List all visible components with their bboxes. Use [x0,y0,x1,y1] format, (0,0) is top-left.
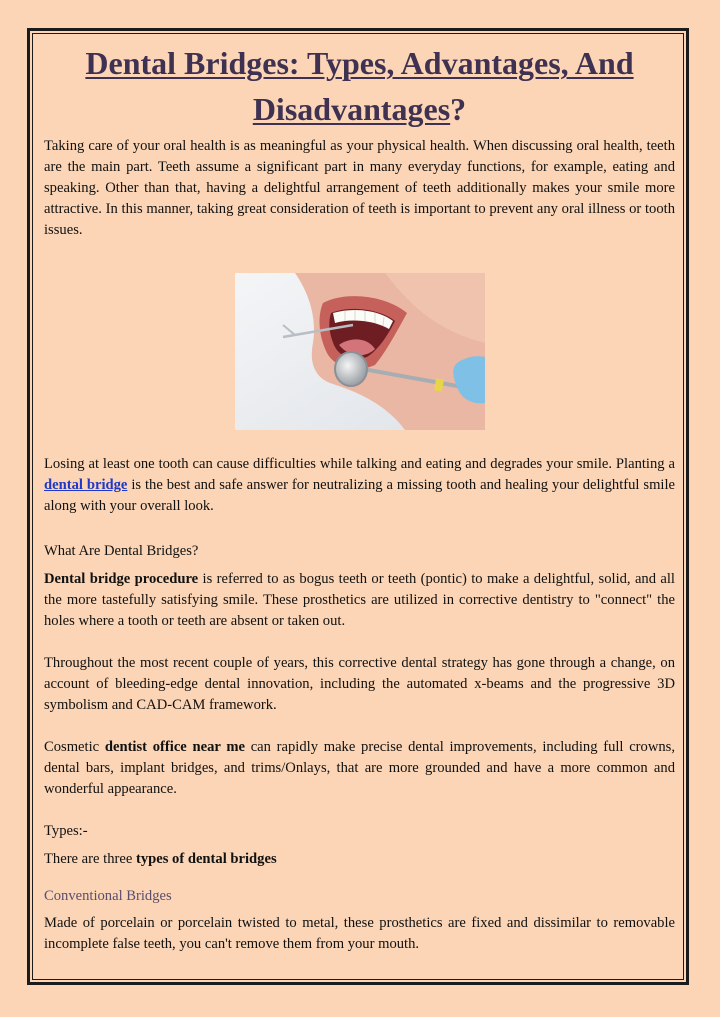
paragraph-cosmetic [44,737,675,800]
section-heading: What Are Dental Bridges? [44,543,199,559]
intro-paragraph: Taking care of your oral health is as meaningful as your physical health. When discussing oral health, teeth are the main part. Teeth assume a significant part in many everyday functions, for example, eating and speaking. Other than that, having a delightful arrangement of teeth additionally makes your smile more attractive. In this manner, taking great consideration of teeth is important to prevent any oral illness or tooth issues. [44,138,675,238]
title-line-2: Disadvantages [252,91,451,127]
title-punct: ? [450,91,467,127]
title-line-1: Dental Bridges: Types, Advantages, And [85,45,634,81]
types-heading: Types:- [44,823,88,839]
dental-photo [235,273,485,430]
para2-after: is the best and safe answer for neutralizing a missing tooth and healing your delightful smile along with your overall look. [44,477,676,514]
paragraph-procedure [44,569,675,632]
dental-photo-illustration [235,273,485,430]
document-body [44,40,675,955]
paragraph-conventional: Made of porcelain or porcelain twisted to metal, these prosthetics are fixed and dissimilar to removable incomplete false teeth, you can't remove them from your mouth. [44,915,675,952]
types-before: There are three [44,851,136,867]
paragraph-technology: Throughout the most recent couple of years, this corrective dental strategy has gone through a change, on account of bleeding-edge dental innovation, including the automated x-beams and the progressive 3D symbolism and CAD-CAM framework. [44,655,675,713]
dentist-office-bold: dentist office near me [104,739,245,755]
procedure-rest: is referred to as bogus teeth or teeth (pontic) to make a delightful, solid, and all the more tastefully satisfying smile. These prosthetics are utilized in corrective dentistry to "connect" the holes where a tooth or teeth are absent or taken out. [44,571,675,629]
para2-before: Losing at least one tooth can cause difficulties while talking and eating and degrades your smile. Planting a [44,456,675,472]
types-line [44,849,675,870]
cosmetic-after: can rapidly make precise dental improvements, including full crowns, dental bars, implant bridges, and trims/Onlays, that are more grounded and have a more common and wonderful appearance. [44,739,676,797]
page-title [44,40,675,132]
conventional-bridges-heading: Conventional Bridges [44,888,172,904]
procedure-bold: Dental bridge procedure [44,571,199,587]
types-bold: types of dental bridges [135,851,277,867]
dental-bridge-link[interactable]: dental bridge [44,477,128,493]
paragraph-dental-bridge [44,454,675,517]
cosmetic-before: Cosmetic [44,739,105,755]
